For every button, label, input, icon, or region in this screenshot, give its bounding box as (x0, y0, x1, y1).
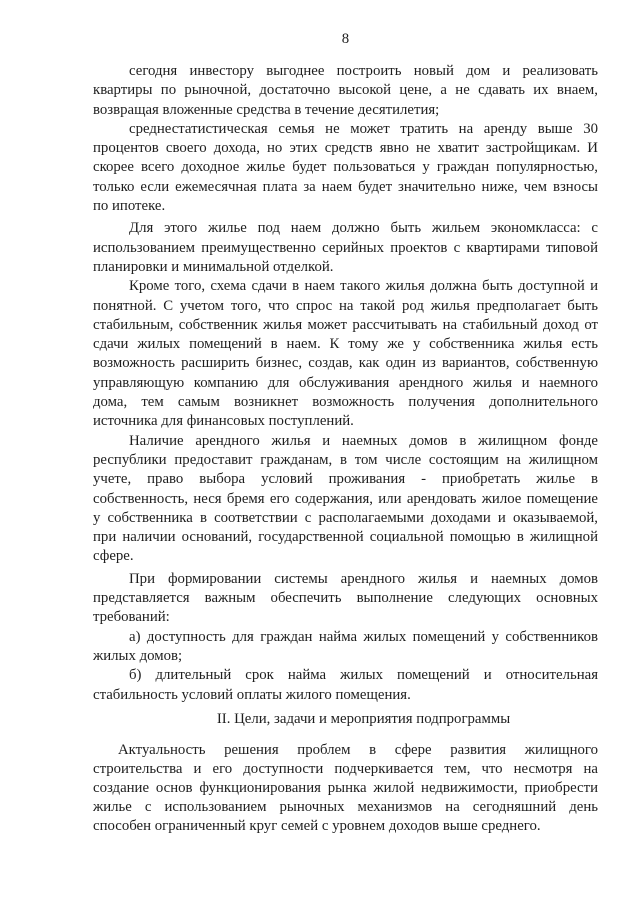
paragraph-line: Наличие арендного жилья и наемных домов в жилищном фонде (129, 432, 598, 449)
list-item (93, 628, 598, 667)
paragraph-line: представляется важным обеспечить выполнение следующих основных (93, 590, 598, 607)
paragraph-line: жилых домов; (93, 647, 183, 664)
paragraph-line: дома, тем самым возникнет возможность получения дополнительного (93, 394, 598, 411)
paragraph-line: возвращая вложенные средства в течение десятилетия; (93, 101, 440, 118)
paragraph-line: Кроме того, схема сдачи в наем такого жилья должна быть доступной и (129, 278, 598, 295)
document-body (93, 62, 598, 836)
paragraph (93, 120, 598, 216)
paragraph-line: стабильным, собственник жилья может рассчитывать на стабильный доход от (93, 316, 598, 333)
paragraph-line: планировки и минимальной отделкой. (93, 258, 334, 275)
paragraph (93, 570, 598, 628)
paragraph-line: Актуальность решения проблем в сфере развития жилищного (118, 742, 598, 759)
paragraph-line: строительства и его доступности подчеркивается тем, что несмотря на (93, 761, 598, 778)
paragraph-line: процентов своего дохода, но этих средств явно не хватит застройщикам. И (93, 140, 598, 157)
paragraph-line: учете, право выбора условий проживания - приобретать жилье в (93, 471, 598, 488)
paragraph-line: Для этого жилье под наем должно быть жильем экономкласса: с (129, 220, 598, 237)
paragraph-line: При формировании системы арендного жилья и наемных домов (129, 570, 598, 587)
paragraph-line: только если ежемесячная плата за наем будет значительно ниже, чем взносы (93, 178, 598, 195)
paragraph-line: сегодня инвестору выгоднее построить новый дом и реализовать (129, 63, 598, 79)
paragraph-line: сдачи жилых помещений в наем. К тому же у собственника жилья есть (93, 336, 598, 353)
paragraph-line: возможность расширить бизнес, создав, как один из вариантов, собственную (93, 355, 598, 372)
paragraph-line: создание основ функционирования рынка жилой недвижимости, приобрести (93, 780, 598, 797)
paragraph-line: среднестатистическая семья не может тратить на аренду выше 30 (129, 120, 598, 137)
paragraph-line: сфере. (93, 548, 134, 565)
paragraph-line: при наличии оснований, государственной социальной помощью в жилищной (93, 529, 598, 546)
paragraph-line: собственность, неся бремя его содержания, или арендовать жилое помещение (93, 490, 598, 507)
paragraph-line: скорее всего доходное жилье будет пользоваться у граждан популярностью, (93, 159, 598, 176)
paragraph (93, 219, 598, 277)
page-number: 8 (341, 31, 350, 47)
paragraph-line: понятной. С учетом того, что спрос на такой род жилья предполагает быть (93, 297, 598, 314)
paragraph-line: б) длительный срок найма жилых помещений и относительная (129, 667, 598, 684)
paragraph-line: жилье с использованием рыночных механизмов на сегодняшний день (93, 799, 598, 816)
paragraph-line: способен ограниченный круг семей с уровнем доходов выше среднего. (93, 818, 541, 835)
section-heading: II. Цели, задачи и мероприятия подпрограммы (216, 710, 511, 727)
paragraph (93, 432, 598, 567)
paragraph-line: управляющую компанию для обслуживания арендного жилья и наемного (93, 374, 598, 391)
paragraph-line: источника для финансовых поступлений. (93, 413, 354, 430)
paragraph-line: по ипотеке. (93, 198, 166, 215)
paragraph (93, 62, 598, 120)
paragraph-line: стабильность условий оплаты жилого помещения. (93, 686, 411, 703)
paragraph-line: квартиры по рыночной, достаточно высокой цене, а не сдавать их внаем, (93, 82, 598, 99)
list-item (93, 666, 598, 705)
paragraph-line: требований: (93, 609, 170, 626)
paragraph-line: у собственника в соответствии с располагаемыми доходами и оказываемой, (93, 509, 598, 526)
paragraph-line: использованием преимущественно серийных проектов с квартирами типовой (93, 239, 598, 256)
paragraph-line: республики предоставит гражданам, в том числе состоящим на жилищном (93, 451, 598, 468)
paragraph-line: а) доступность для граждан найма жилых помещений у собственников (129, 628, 598, 645)
paragraph (93, 741, 598, 836)
paragraph (93, 277, 598, 431)
